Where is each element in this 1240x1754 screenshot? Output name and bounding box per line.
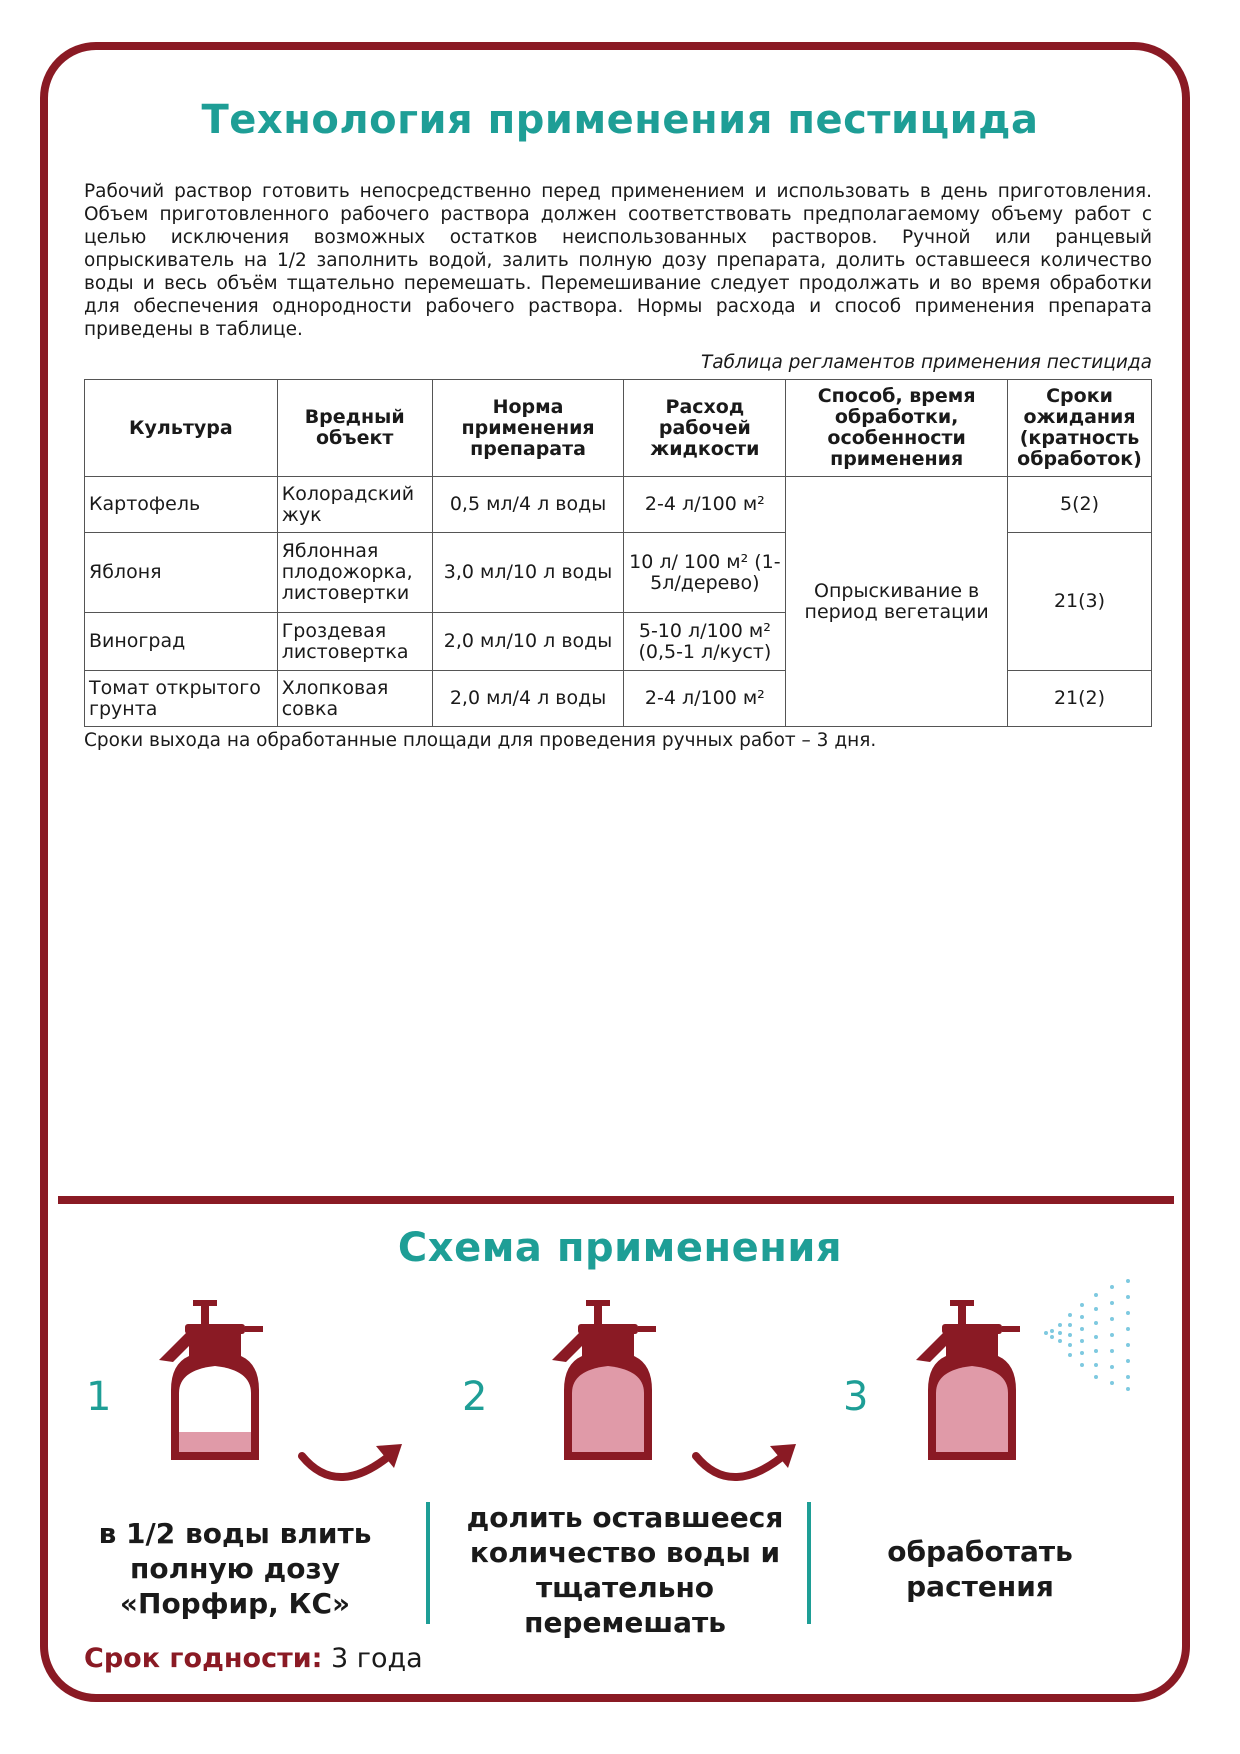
step-separator [807, 1502, 811, 1624]
sprayer-bottle-icon [548, 1298, 668, 1468]
table-row [85, 477, 1152, 533]
shelf-life [84, 1643, 423, 1674]
section-divider [58, 1196, 1174, 1204]
sprayer-bottle-icon [912, 1298, 1032, 1468]
curved-arrow-icon [692, 1438, 802, 1498]
step-number-1: 1 [86, 1374, 112, 1420]
header-pest: Вредный объект [277, 380, 432, 477]
table-header-row [85, 380, 1152, 477]
table-caption: Таблица регламентов применения пестицида [700, 352, 1152, 373]
header-method: Способ, время обработки, особенности применения [786, 380, 1008, 477]
step-text-3: обработать растения [887, 1535, 1073, 1603]
cell-rate: 2,0 мл/4 л воды [432, 671, 624, 727]
spray-mist-icon [1040, 1275, 1140, 1395]
shelf-life-value: 3 года [331, 1643, 423, 1674]
cell-culture: Виноград [85, 613, 278, 671]
regulations-table [84, 379, 1152, 727]
header-culture: Культура [85, 380, 278, 477]
cell-wait: 21(3) [1008, 533, 1152, 671]
sprayer-bottle-icon [155, 1298, 275, 1468]
cell-rate: 3,0 мл/10 л воды [432, 533, 624, 613]
step-number-3: 3 [843, 1374, 869, 1420]
cell-culture: Картофель [85, 477, 278, 533]
cell-rate: 2,0 мл/10 л воды [432, 613, 624, 671]
cell-wait: 21(2) [1008, 671, 1152, 727]
step-separator [426, 1502, 430, 1624]
cell-pest: Яблонная плодожорка, листовертки [277, 533, 432, 613]
intro-paragraph: Рабочий раствор готовить непосредственно перед применением и использовать в день приготовления. Объем приготовленного рабочего раствора должен соответствовать предполагаемому объему работ с целью исключения возможных остатков неиспользованных растворов. Ручной или ранцевый опрыскиватель на 1/2 заполнить водой, залить полную дозу препарата, долить оставшееся количество воды и весь объём тщательно перемешать. Перемешивание следует продолжать и во время обработки для обеспечения однородности рабочего раствора. Нормы расхода и способ применения препарата приведены в таблице. [84, 181, 1152, 340]
scheme-title: Схема применения [397, 1225, 843, 1271]
cell-culture: Томат открытого грунта [85, 671, 278, 727]
header-rate: Норма применения препарата [432, 380, 624, 477]
cell-liquid: 5-10 л/100 м² (0,5-1 л/куст) [624, 613, 786, 671]
header-wait: Сроки ожидания (кратность обработок) [1008, 380, 1152, 477]
re-entry-note: Сроки выхода на обработанные площади для проведения ручных работ – 3 дня. [84, 730, 877, 751]
shelf-life-label: Срок годности: [84, 1643, 323, 1674]
cell-liquid: 2-4 л/100 м² [624, 477, 786, 533]
cell-pest: Гроздевая листовертка [277, 613, 432, 671]
cell-method: Опрыскивание в период вегетации [786, 477, 1008, 727]
page-title: Технология применения пестицида [201, 97, 1039, 143]
curved-arrow-icon [298, 1438, 408, 1498]
bottle-liquid [179, 1432, 251, 1452]
header-liquid: Расход рабочей жидкости [624, 380, 786, 477]
cell-pest: Хлопковая совка [277, 671, 432, 727]
cell-liquid: 10 л/ 100 м² (1-5л/дерево) [624, 533, 786, 613]
step-text-2: долить оставшееся количество воды и тщательно перемешать [466, 1501, 784, 1639]
step-number-2: 2 [462, 1374, 488, 1420]
cell-culture: Яблоня [85, 533, 278, 613]
step-text-1: в 1/2 воды влить полную дозу «Порфир, КС» [98, 1517, 372, 1620]
cell-wait: 5(2) [1008, 477, 1152, 533]
cell-pest: Колорадский жук [277, 477, 432, 533]
cell-liquid: 2-4 л/100 м² [624, 671, 786, 727]
cell-rate: 0,5 мл/4 л воды [432, 477, 624, 533]
